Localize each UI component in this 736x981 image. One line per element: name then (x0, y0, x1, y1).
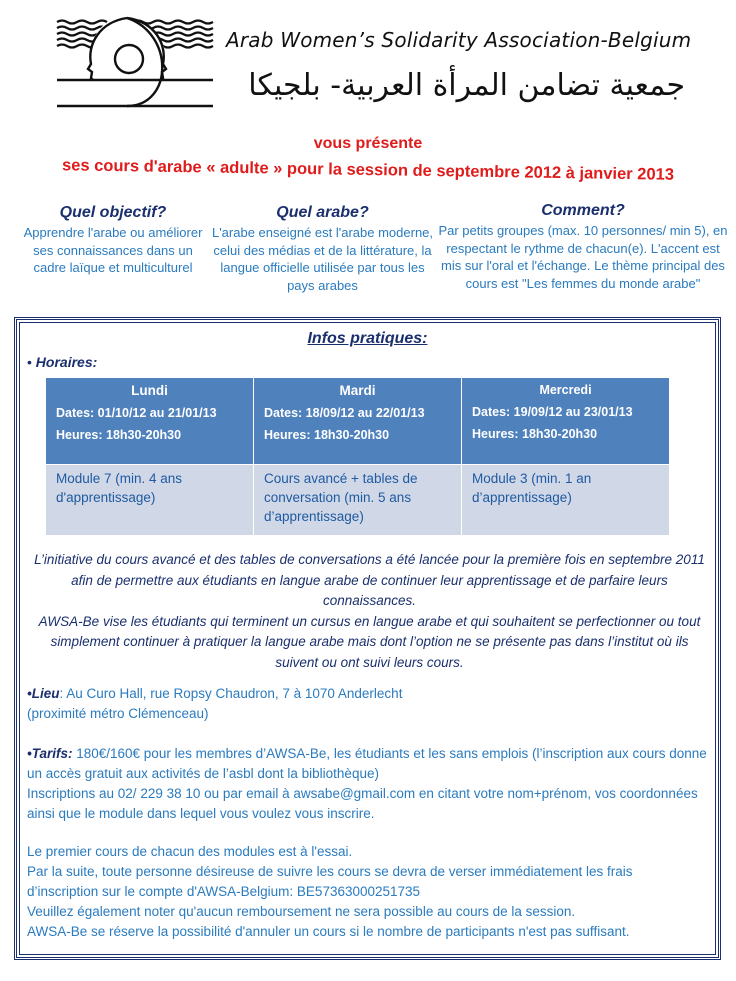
day-label: Mardi (339, 383, 376, 398)
location-metro: (proximité métro Clémenceau) (27, 706, 209, 721)
notes-section (27, 842, 707, 942)
note-line: AWSA-Be se réserve la possibilité d'annuler un cours si le nombre de participants n'est pas suffisant. (27, 924, 630, 939)
dates-label: Dates: 18/09/12 au 22/01/13 (264, 406, 425, 420)
initiative-paragraph (31, 550, 708, 673)
schedule-header-row (46, 378, 670, 465)
objective-text: Apprendre l'arabe ou améliorer ses connaissances dans un cadre laïque et multiculturel (23, 225, 203, 275)
arabic-type-column (210, 204, 435, 294)
day-label: Mercredi (539, 383, 592, 397)
bullet-icon: • (27, 354, 32, 370)
registration-text: Inscriptions au 02/ 229 38 10 ou par email à awsabe@gmail.com en citant votre nom+prénom, vos coordonnées ainsi que le module dans lequel vous voulez vous inscrire. (27, 786, 698, 821)
location-text: : Au Curo Hall, rue Ropsy Chaudron, 7 à 1070 Anderlecht (59, 686, 403, 701)
hours-label: Heures: 18h30-20h30 (264, 428, 390, 442)
objective-column (18, 204, 208, 277)
note-line: Par la suite, toute personne désireuse de suivre les cours se devra de verser immédiatement les frais d’inscription sur le compte d'AWSA-Belgium: BE57363000251735 (27, 864, 633, 899)
initiative-text-2: AWSA-Be vise les étudiants qui terminent un cursus en langue arabe et qui souhaitent se perfectionner ou tout simplement continuer à pratiquer la langue arabe mais dont l’option ne se présente pas dans l’institut où ils suivent ou ont suivi leurs cours. (38, 613, 701, 670)
pricing-label: •Tarifs: (27, 746, 73, 761)
method-column (435, 202, 731, 292)
note-line: Le premier cours de chacun des modules est à l'essai. (27, 844, 353, 859)
practical-info-title: Infos pratiques: (307, 330, 428, 347)
dates-label: Dates: 19/09/12 au 23/01/13 (472, 405, 633, 419)
pricing-section (27, 744, 707, 824)
hours-label: Heures: 18h30-20h30 (472, 427, 598, 441)
schedule-label (27, 354, 97, 370)
org-name-english: Arab Women’s Solidarity Association-Belgium (226, 28, 692, 52)
objective-title: Quel objectif? (59, 204, 167, 221)
arabic-type-text: L'arabe enseigné est l'arabe moderne, celui des médias et de la littérature, la langue officielle utilisée par tous les pays arabes (211, 225, 434, 293)
schedule-colon: : (92, 354, 98, 370)
schedule-label-text: Horaires (35, 354, 93, 370)
pricing-text: 180€/160€ pour les membres d’AWSA-Be, les étudiants et les sans emplois (l’inscription aux cours donne un accès gratuit aux activités de l’asbl dont la bibliothèque) (27, 746, 707, 781)
location-section (27, 684, 707, 724)
dates-label: Dates: 01/10/12 au 21/01/13 (56, 406, 217, 420)
arabic-type-title: Quel arabe? (276, 204, 369, 221)
module-cell: Module 7 (min. 4 ans d'apprentissage) (46, 465, 254, 536)
method-text: Par petits groupes (max. 10 personnes/ min 5), en respectant le rythme de chacun(e). L'accent est mis sur l'oral et l'échange. Le thème principal des cours est "Les femmes du monde arabe" (438, 223, 728, 291)
module-cell: Cours avancé + tables de conversation (min. 5 ans d’apprentissage) (254, 465, 462, 536)
schedule-table (45, 377, 670, 536)
hours-label: Heures: 18h30-20h30 (56, 428, 182, 442)
awsa-logo-icon (55, 14, 215, 114)
initiative-text-1: L’initiative du cours avancé et des tables de conversations a été lancée pour la première fois en septembre 2011 afin de permettre aux étudiants en langue arabe de continuer leur apprentissage et de parfaire leurs connaissances. (34, 552, 705, 608)
module-cell: Module 3 (min. 1 an d’apprentissage) (462, 465, 670, 536)
session-heading: ses cours d'arabe « adulte » pour la session de septembre 2012 à janvier 2013 (61, 156, 675, 184)
org-name-arabic: جمعية تضامن المرأة العربية- بلجيكا (248, 68, 685, 103)
method-title: Comment? (541, 202, 625, 219)
schedule-header-cell (462, 378, 670, 465)
note-line: Veuillez également noter qu'aucun remboursement ne sera possible au cours de la session. (27, 904, 576, 919)
day-label: Lundi (131, 383, 168, 398)
presents-heading: vous présente (313, 135, 423, 152)
schedule-module-row (46, 465, 670, 536)
schedule-header-cell (46, 378, 254, 465)
practical-info-box (14, 317, 721, 960)
location-label: •Lieu (27, 686, 60, 701)
schedule-header-cell (254, 378, 462, 465)
